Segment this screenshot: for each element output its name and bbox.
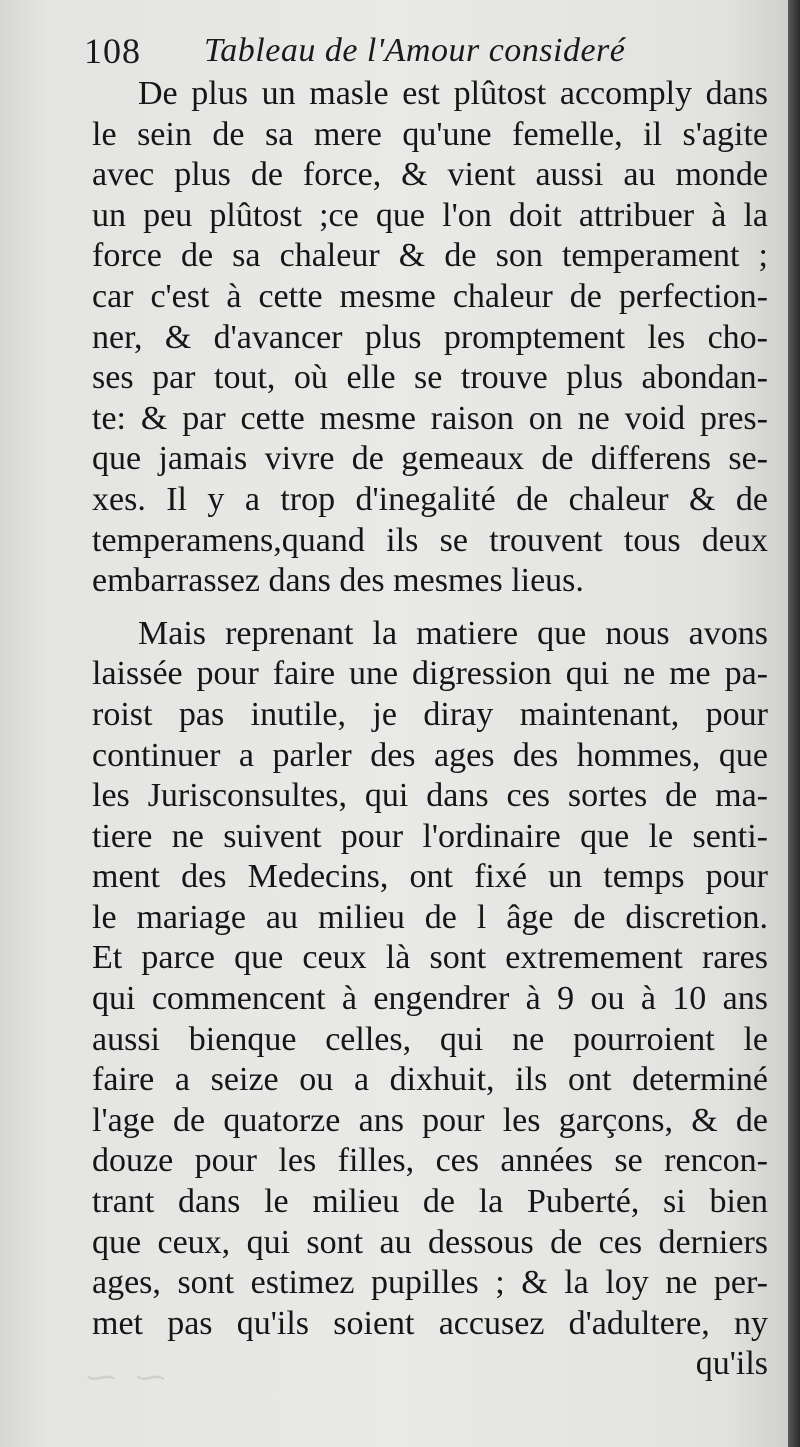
text-line: ses par tout, où elle se trouve plus abondan- — [92, 359, 768, 397]
text-line: embarrassez dans des mesmes lieus. — [92, 562, 584, 600]
paragraph-2 — [92, 614, 768, 1345]
text-line: le mariage au milieu de l âge de discretion. — [92, 898, 768, 936]
text-line: avec plus de force, & vient aussi au monde — [92, 156, 768, 194]
body-text — [92, 74, 768, 1385]
paragraph-1 — [92, 74, 768, 602]
text-line: que ceux, qui sont au dessous de ces derniers — [92, 1223, 768, 1261]
text-line: Mais reprenant la matiere que nous avons — [138, 614, 768, 652]
text-line: ages, sont estimez pupilles ; & la loy ne per- — [92, 1264, 768, 1302]
text-line: xes. Il y a trop d'inegalité de chaleur & de — [92, 480, 768, 518]
text-line: laissée pour faire une digression qui ne me pa- — [92, 655, 768, 693]
page-number: 108 — [84, 31, 141, 71]
text-line: roist pas inutile, je diray maintenant, pour — [92, 695, 768, 733]
text-line: Et parce que ceux là sont extremement rares — [92, 939, 768, 977]
catchword: qu'ils — [695, 1345, 768, 1383]
book-gutter — [788, 0, 800, 1447]
text-line: De plus un masle est plûtost accomply dans — [138, 75, 768, 112]
text-line: faire a seize ou a dixhuit, ils ont determiné — [92, 1061, 768, 1099]
text-line: temperamens,quand ils se trouvent tous deux — [92, 521, 768, 559]
text-line: le sein de sa mere qu'une femelle, il s'agite — [92, 115, 768, 153]
text-line: met pas qu'ils soient accusez d'adultere, ny — [92, 1304, 768, 1342]
text-line: te: & par cette mesme raison on ne void pres- — [92, 399, 768, 437]
text-line: force de sa chaleur & de son temperament ; — [92, 237, 768, 275]
text-line: les Jurisconsultes, qui dans ces sortes de ma- — [92, 777, 768, 815]
page-header — [84, 30, 768, 78]
text-line: trant dans le milieu de la Puberté, si bien — [92, 1183, 768, 1221]
text-line: continuer a parler des ages des hommes, que — [92, 736, 768, 774]
text-line: tiere ne suivent pour l'ordinaire que le senti- — [92, 817, 768, 855]
text-line: aussi bienque celles, qui ne pourroient le — [92, 1020, 768, 1058]
text-line: qui commencent à engendrer à 9 ou à 10 ans — [92, 980, 768, 1018]
show-through-bleed: ⁓ ⁓ — [80, 1361, 166, 1394]
running-title: Tableau de l'Amour consideré — [204, 32, 626, 69]
text-line: ner, & d'avancer plus promptement les cho- — [92, 318, 768, 356]
text-line: douze pour les filles, ces années se rencon- — [92, 1142, 768, 1180]
text-line: que jamais vivre de gemeaux de differens se- — [92, 440, 768, 478]
text-line: car c'est à cette mesme chaleur de perfection- — [92, 277, 768, 315]
text-line: un peu plûtost ;ce que l'on doit attribuer à la — [92, 196, 768, 234]
text-line: ment des Medecins, ont fixé un temps pour — [92, 858, 768, 896]
text-line: l'age de quatorze ans pour les garçons, & de — [92, 1101, 768, 1139]
paragraph-gap — [92, 602, 768, 614]
